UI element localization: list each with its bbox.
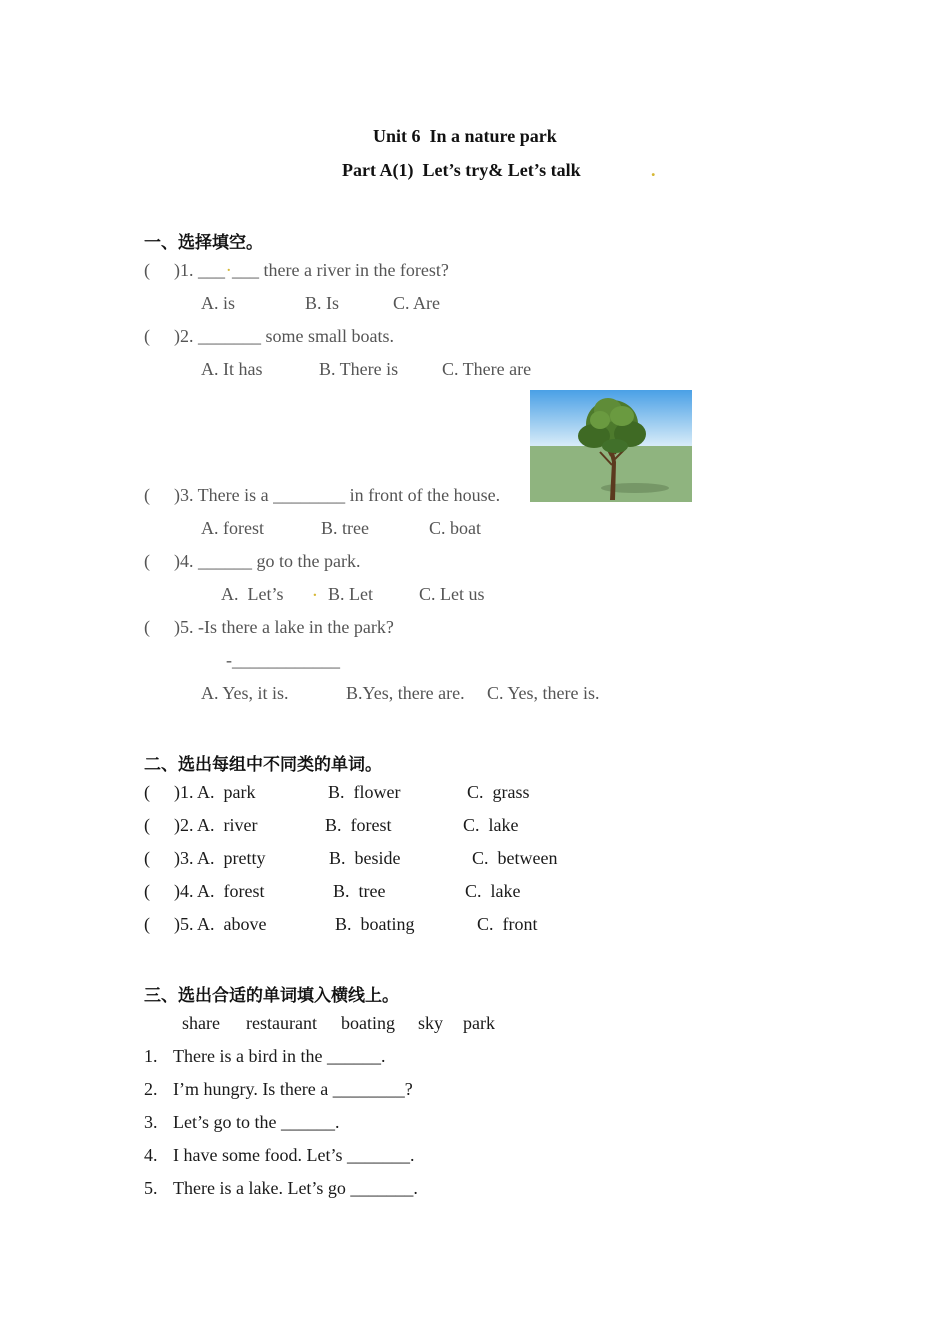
s2-row5-paren: ( bbox=[144, 914, 150, 934]
word-bank-boating: boating bbox=[341, 1013, 395, 1033]
tree-picture bbox=[530, 390, 692, 502]
q5-text: )5. -Is there a lake in the park? bbox=[174, 617, 394, 637]
s2-row1-b: B. flower bbox=[328, 782, 401, 802]
word-bank-sky: sky bbox=[418, 1013, 444, 1033]
q3-option-a: A. forest bbox=[201, 518, 264, 538]
s3-num-3: 3. bbox=[144, 1112, 158, 1132]
s2-row3-c: C. between bbox=[472, 848, 558, 868]
s2-row4-paren: ( bbox=[144, 881, 150, 901]
q5-option-a: A. Yes, it is. bbox=[201, 683, 289, 703]
q5-option-b: B.Yes, there are. bbox=[346, 683, 465, 703]
s3-sentence-4: I have some food. Let’s _______. bbox=[173, 1145, 415, 1165]
tree-illustration bbox=[530, 390, 692, 502]
q2-option-c: C. There are bbox=[442, 359, 532, 379]
s2-row2-b: B. forest bbox=[325, 815, 392, 835]
s2-row3-b: B. beside bbox=[329, 848, 401, 868]
s3-sentence-2: I’m hungry. Is there a ________? bbox=[173, 1079, 413, 1099]
s2-row5-c: C. front bbox=[477, 914, 538, 934]
s2-row4-c: C. lake bbox=[465, 881, 521, 901]
section1-heading: 一、选择填空。 bbox=[144, 233, 263, 253]
s3-num-1: 1. bbox=[144, 1046, 158, 1066]
s2-row2-a: )2. A. river bbox=[174, 815, 258, 835]
q4-option-c: C. Let us bbox=[419, 584, 485, 604]
q1-dot: . bbox=[227, 260, 231, 275]
s2-row5-a: )5. A. above bbox=[174, 914, 267, 934]
s3-sentence-5: There is a lake. Let’s go _______. bbox=[173, 1178, 418, 1198]
q2-text: )2. _______ some small boats. bbox=[174, 326, 394, 346]
q3-option-c: C. boat bbox=[429, 518, 481, 538]
section2-heading: 二、选出每组中不同类的单词。 bbox=[144, 755, 382, 775]
s3-num-4: 4. bbox=[144, 1145, 158, 1165]
q1-option-a: A. is bbox=[201, 293, 236, 313]
s2-row3-a: )3. A. pretty bbox=[174, 848, 266, 868]
s2-row3-paren: ( bbox=[144, 848, 150, 868]
s3-num-5: 5. bbox=[144, 1178, 158, 1198]
q5-paren: ( bbox=[144, 617, 150, 637]
s3-sentence-1: There is a bird in the ______. bbox=[173, 1046, 386, 1066]
q5-answer-line: -____________ bbox=[226, 650, 340, 670]
word-bank-share: share bbox=[182, 1013, 220, 1033]
s2-row2-paren: ( bbox=[144, 815, 150, 835]
s2-row4-b: B. tree bbox=[333, 881, 386, 901]
s2-row2-c: C. lake bbox=[463, 815, 519, 835]
s2-row4-a: )4. A. forest bbox=[174, 881, 265, 901]
q4-option-b: B. Let bbox=[328, 584, 373, 604]
decor-dot: . bbox=[651, 160, 656, 180]
q3-option-b: B. tree bbox=[321, 518, 369, 538]
s2-row1-paren: ( bbox=[144, 782, 150, 802]
q1-text: )1. ___ bbox=[174, 260, 225, 280]
q4-paren: ( bbox=[144, 551, 150, 571]
word-bank-restaurant: restaurant bbox=[246, 1013, 317, 1033]
section3-heading: 三、选出合适的单词填入横线上。 bbox=[144, 986, 399, 1006]
q3-text: )3. There is a ________ in front of the house. bbox=[174, 485, 501, 505]
q3-paren: ( bbox=[144, 485, 150, 505]
q1-text-rest: ___ there a river in the forest? bbox=[232, 260, 449, 280]
word-bank-park: park bbox=[463, 1013, 495, 1033]
q1-option-c: C. Are bbox=[393, 293, 440, 313]
s3-sentence-3: Let’s go to the ______. bbox=[173, 1112, 340, 1132]
page-subtitle: Part A(1) Let’s try& Let’s talk bbox=[342, 160, 581, 180]
q1-option-b: B. Is bbox=[305, 293, 340, 313]
q4-dot: . bbox=[313, 584, 317, 600]
q2-option-b: B. There is bbox=[319, 359, 399, 379]
q2-option-a: A. It has bbox=[201, 359, 263, 379]
s3-num-2: 2. bbox=[144, 1079, 158, 1099]
page-title: Unit 6 In a nature park bbox=[373, 126, 557, 146]
q1-paren: ( bbox=[144, 260, 150, 280]
s2-row1-c: C. grass bbox=[467, 782, 530, 802]
s2-row5-b: B. boating bbox=[335, 914, 415, 934]
q4-option-a: A. Let’s bbox=[221, 584, 284, 604]
s2-row1-a: )1. A. park bbox=[174, 782, 256, 802]
q4-text: )4. ______ go to the park. bbox=[174, 551, 361, 571]
q2-paren: ( bbox=[144, 326, 150, 346]
q5-option-c: C. Yes, there is. bbox=[487, 683, 600, 703]
